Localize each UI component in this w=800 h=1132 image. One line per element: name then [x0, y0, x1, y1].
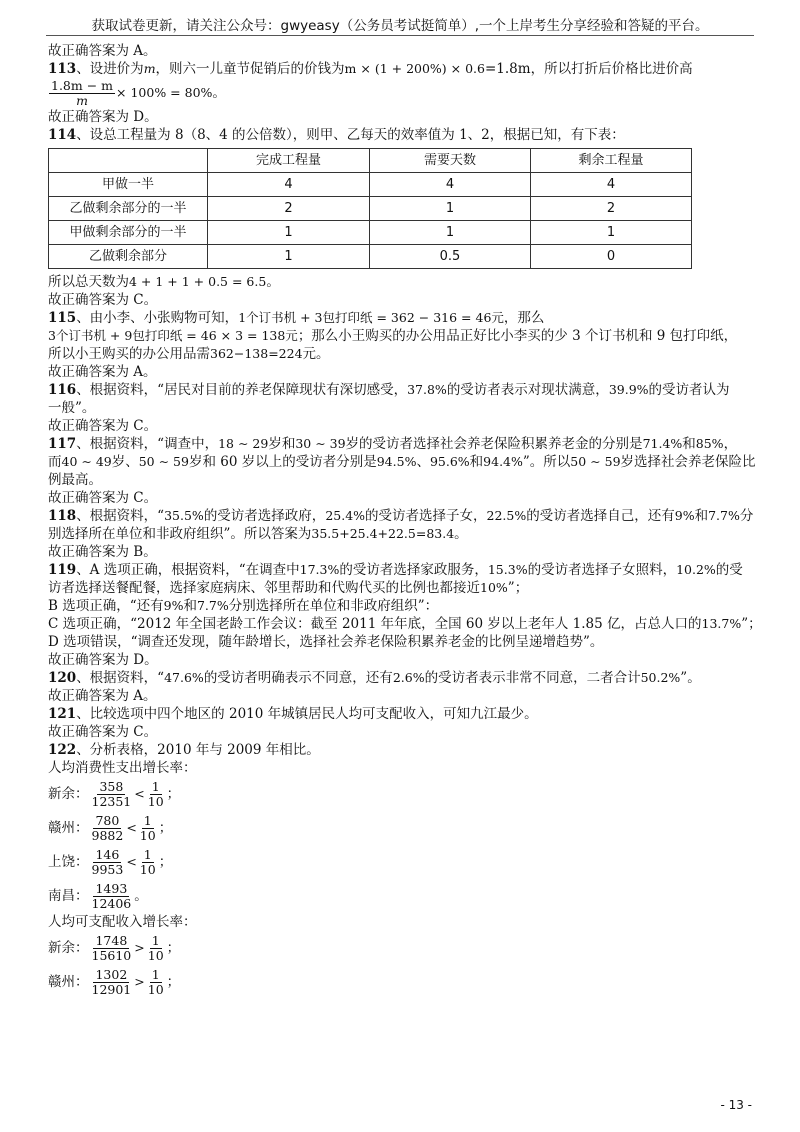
punctuation: ； — [158, 820, 173, 836]
text: 的受访者选择政府， — [203, 508, 326, 524]
table-cell: 4 — [531, 173, 692, 197]
text: 和 — [682, 436, 696, 452]
fraction — [146, 934, 166, 963]
text: 的受访者选择子女， — [365, 508, 487, 524]
denominator: 9953 — [91, 861, 124, 877]
comparison-operator: < — [134, 786, 145, 801]
math: 50.2% — [640, 670, 681, 685]
table-header-cell: 剩余工程量 — [531, 149, 692, 173]
math: 22.5% — [486, 508, 527, 523]
consumption-row-ganzhou — [48, 811, 760, 845]
math: 47.6% — [164, 670, 204, 685]
math: 15.3% — [487, 562, 528, 577]
denominator: 10 — [147, 947, 164, 963]
denominator: 9882 — [91, 827, 124, 843]
text: 分别选择所在单位和非政府组织”： — [228, 598, 439, 614]
question-119-line5: D 选项错误，“调查还发现，随年龄增长，选择社会养老保险积累养老金的比例呈递增趋势”。 — [48, 634, 604, 650]
text: 、根据资料，“居民对目前的养老保障现状有深切感受， — [76, 382, 408, 398]
text: C 选项正确，“2012 年全国老龄工作会议：截至 2011 年年底，全国 60 岁以上老年人 1.85 亿，占总人口的 — [48, 616, 702, 632]
city-label: 赣州： — [48, 974, 89, 990]
table-cell: 甲做剩余部分的一半 — [49, 221, 208, 245]
city-label: 新余： — [48, 786, 89, 802]
table-cell: 2 — [531, 197, 692, 221]
text: 岁和 60 岁以上的受访者分别是 — [188, 454, 377, 470]
denominator: 12901 — [91, 981, 132, 997]
comparison-operator: < — [126, 854, 137, 869]
punctuation: ； — [166, 974, 181, 990]
numerator: 358 — [99, 778, 124, 794]
table-header-cell: 需要天数 — [370, 149, 531, 173]
math: 2.6% — [392, 670, 425, 685]
question-number: 122 — [48, 742, 77, 758]
math: 17.3% — [299, 562, 340, 577]
answer-line: 故正确答案为 C。 — [48, 724, 158, 740]
text: 的受访者明确表示不同意，还有 — [203, 670, 393, 686]
math: 13.7% — [701, 616, 742, 631]
text: 岁、 — [111, 454, 139, 470]
city-label: 南昌： — [48, 888, 89, 904]
work-table — [48, 148, 692, 269]
fraction — [138, 848, 158, 877]
table-row — [49, 173, 692, 197]
numerator: 1.8m − m — [51, 77, 114, 93]
question-119 — [48, 561, 760, 579]
math: 35.5% — [164, 508, 204, 523]
answer-line: 故正确答案为 C。 — [48, 418, 158, 434]
text: ；那么小王购买的办公用品正好比小李买的少 3 个订书机和 9 包打印纸， — [297, 328, 738, 344]
text: 的受访者表示对现状满意， — [446, 382, 609, 398]
text: ，那么 — [503, 310, 545, 326]
table-cell: 4 — [208, 173, 370, 197]
text: 的受访者选择子女照料， — [527, 562, 677, 578]
question-119-line3 — [48, 597, 760, 615]
question-118-line2 — [48, 525, 760, 543]
denominator: 10 — [139, 861, 156, 877]
numerator: 1 — [151, 932, 160, 948]
math: 1个订书机 + 3包打印纸 = 362 − 316 = 46元 — [238, 310, 504, 325]
comparison-operator: > — [134, 940, 145, 955]
question-114 — [48, 126, 760, 144]
city-label: 上饶： — [48, 854, 89, 870]
question-number: 116 — [48, 382, 77, 398]
text: 的受 — [715, 562, 743, 578]
table-cell: 1 — [208, 245, 370, 269]
text: 、根据资料，“调查中， — [76, 436, 219, 452]
answer-line: 故正确答案为 D。 — [48, 652, 158, 668]
question-number: 114 — [48, 127, 77, 143]
text: ，则六一儿童节促销后的价钱为 — [155, 61, 345, 77]
math: 18 ∼ 29 — [218, 436, 269, 451]
text: 的受访者表示非常不同意，二者合计 — [424, 670, 641, 686]
punctuation: ； — [166, 940, 181, 956]
income-row-ganzhou — [48, 965, 760, 999]
table-cell: 乙做剩余部分的一半 — [49, 197, 208, 221]
question-number: 120 — [48, 670, 77, 686]
math: 71.4% — [642, 436, 683, 451]
text: 、根据资料，“ — [76, 670, 165, 686]
city-label: 新余： — [48, 940, 89, 956]
text: 所以小王购买的办公用品需 — [48, 346, 210, 362]
income-label: 人均可支配收入增长率： — [48, 914, 197, 930]
question-117-line2 — [48, 453, 760, 471]
question-number: 121 — [48, 706, 77, 722]
question-113 — [48, 60, 760, 78]
denominator: 12351 — [91, 793, 132, 809]
question-116-line2: 一般”。 — [48, 400, 96, 416]
page-number: - 13 - — [720, 1098, 752, 1112]
question-117 — [48, 435, 760, 453]
denominator: 10 — [139, 827, 156, 843]
text: 、分析表格，2010 年与 2009 年相比。 — [76, 742, 320, 758]
answer-line: 故正确答案为 A。 — [48, 688, 157, 704]
numerator: 1748 — [95, 932, 128, 948]
numerator: 1302 — [95, 966, 128, 982]
text: 、比较选项中四个地区的 2010 年城镇居民人均可支配收入，可知九江最少。 — [76, 706, 538, 722]
question-119-line2 — [48, 579, 760, 597]
question-119-line4 — [48, 615, 760, 633]
sum-line — [48, 273, 760, 291]
income-row-xinyu — [48, 931, 760, 965]
math: 10.2% — [676, 562, 716, 577]
text: 和 — [694, 508, 709, 524]
question-120 — [48, 669, 760, 687]
text: 、A 选项正确，根据资料，“在调查中 — [76, 562, 300, 578]
text: 和 — [183, 598, 197, 614]
question-122 — [48, 741, 760, 759]
fraction — [90, 934, 134, 963]
math: 50 ∼ 59 — [138, 454, 189, 469]
text: 岁的受访者选择社会养老保险积累养老金的分别是 — [345, 436, 643, 452]
question-115-line2 — [48, 327, 760, 345]
math: 25.4% — [325, 508, 366, 523]
comparison-operator: < — [126, 820, 137, 835]
denominator: 15610 — [91, 947, 132, 963]
text: 的受访者认为 — [648, 382, 730, 398]
text: ”； — [741, 616, 762, 632]
answer-line: 故正确答案为 B。 — [48, 544, 157, 560]
text: 岁选择社会养老保险比 — [620, 454, 756, 470]
fraction — [146, 968, 166, 997]
punctuation: 。 — [134, 888, 148, 904]
table-cell: 0 — [531, 245, 692, 269]
document-body — [48, 42, 760, 999]
header-notice: 获取试卷更新，请关注公众号：gwyeasy（公务员考试挺简单）,一个上岸考生分享经验和答疑的平台。 — [91, 18, 709, 34]
question-number: 118 — [48, 508, 77, 524]
question-116 — [48, 381, 760, 399]
math: 10% — [480, 580, 508, 595]
math: 94.4% — [483, 454, 523, 469]
text: B 选项正确，“还有 — [48, 598, 164, 614]
text: 别选择所在单位和非政府组织”。所以答案为 — [48, 526, 312, 542]
table-cell: 1 — [370, 197, 531, 221]
answer-line: 故正确答案为 D。 — [48, 109, 158, 125]
denominator: 12406 — [91, 895, 132, 911]
math: 35.5+25.4+22.5=83.4 — [311, 526, 455, 541]
text: 岁和 — [268, 436, 296, 452]
math: 50 ∼ 59 — [570, 454, 621, 469]
table-cell: 1 — [208, 221, 370, 245]
text: 分 — [739, 508, 754, 524]
table-cell: 1 — [531, 221, 692, 245]
text: 、 — [416, 454, 430, 470]
math: 7.7% — [708, 508, 740, 523]
comparison-operator: > — [134, 974, 145, 989]
math: 362−138=224 — [210, 346, 303, 361]
consumption-row-nanchang — [48, 879, 760, 913]
text: =1.8m，所以打折后价格比进价高 — [484, 61, 693, 77]
numerator: 780 — [95, 812, 120, 828]
answer-line: 故正确答案为 A。 — [48, 364, 157, 380]
fraction — [90, 848, 126, 877]
text: 元。 — [302, 346, 330, 362]
fraction — [146, 780, 166, 809]
numerator: 1 — [143, 812, 152, 828]
text: ”； — [507, 580, 529, 596]
text: 的受访者选择家政服务， — [339, 562, 488, 578]
math: 9% — [674, 508, 695, 523]
header-divider — [46, 35, 754, 36]
math: 40 ∼ 49 — [61, 454, 112, 469]
table-cell: 4 — [370, 173, 531, 197]
question-117-line3: 例最高。 — [48, 472, 102, 488]
punctuation: ； — [166, 786, 181, 802]
answer-line: 故正确答案为 A。 — [48, 43, 157, 59]
math: 95.6% — [429, 454, 470, 469]
fraction — [90, 968, 134, 997]
text: 、根据资料，“ — [76, 508, 165, 524]
question-number: 117 — [48, 436, 77, 452]
consumption-label: 人均消费性支出增长率： — [48, 760, 197, 776]
denominator: 10 — [147, 793, 164, 809]
text: ”。所以 — [522, 454, 571, 470]
table-header-row — [49, 149, 692, 173]
text: 所以总天数为 — [48, 274, 129, 290]
math: 3个订书机 + 9包打印纸 = 46 × 3 = 138元 — [48, 328, 298, 343]
table-cell: 甲做一半 — [49, 173, 208, 197]
table-row — [49, 197, 692, 221]
math: m × (1 + 200%) × 0.6 — [344, 61, 485, 76]
text: 访者选择送餐配餐，选择家庭病床、邻里帮助和代购代买的比例也都接近 — [48, 580, 480, 596]
question-118 — [48, 507, 760, 525]
consumption-row-xinyu — [48, 777, 760, 811]
question-113-fraction — [48, 78, 760, 108]
denominator: 10 — [147, 981, 164, 997]
question-number: 115 — [48, 310, 77, 326]
numerator: 1 — [151, 966, 160, 982]
text: 、由小李、小张购物可知， — [76, 310, 239, 326]
text: 而 — [48, 454, 62, 470]
math: 37.8% — [407, 382, 447, 397]
numerator: 146 — [95, 846, 120, 862]
fraction — [138, 814, 158, 843]
question-115 — [48, 309, 760, 327]
fraction — [49, 79, 115, 108]
math: m — [143, 61, 156, 76]
text: 、设总工程量为 8（8、4 的公倍数），则甲、乙每天的效率值为 1、2，根据已知，有下表： — [76, 127, 625, 143]
table-cell: 乙做剩余部分 — [49, 245, 208, 269]
math: 85% — [695, 436, 724, 451]
table-cell: 0.5 — [370, 245, 531, 269]
question-number: 113 — [48, 61, 77, 77]
consumption-row-shangrao — [48, 845, 760, 879]
math: 94.5% — [376, 454, 417, 469]
text: 的受访者选择自己，还有 — [526, 508, 675, 524]
answer-line: 故正确答案为 C。 — [48, 490, 158, 506]
text: ”。 — [680, 670, 701, 686]
numerator: 1 — [143, 846, 152, 862]
math: 4 + 1 + 1 + 0.5 = 6.5 — [129, 274, 267, 289]
punctuation: ； — [158, 854, 173, 870]
question-115-line3 — [48, 345, 760, 363]
table-header-cell — [49, 149, 208, 173]
math: 30 ∼ 39 — [295, 436, 346, 451]
table-row — [49, 221, 692, 245]
math: × 100% = 80% — [116, 85, 213, 100]
question-number: 119 — [48, 562, 77, 578]
fraction — [90, 882, 134, 911]
numerator: 1493 — [95, 880, 128, 896]
text: 、设进价为 — [76, 61, 144, 77]
table-row — [49, 245, 692, 269]
city-label: 赣州： — [48, 820, 89, 836]
table-cell: 2 — [208, 197, 370, 221]
text: 。 — [454, 526, 468, 542]
text: 。 — [266, 274, 280, 290]
question-121 — [48, 705, 760, 723]
table-cell: 1 — [370, 221, 531, 245]
answer-line: 故正确答案为 C。 — [48, 292, 158, 308]
math: 39.9% — [608, 382, 649, 397]
page-header — [0, 0, 800, 38]
denominator: m — [76, 92, 88, 108]
text: ， — [723, 436, 738, 452]
table-header-cell: 完成工程量 — [208, 149, 370, 173]
math: 7.7% — [196, 598, 229, 613]
math: 9% — [163, 598, 184, 613]
fraction — [90, 780, 134, 809]
text: 。 — [212, 85, 226, 101]
numerator: 1 — [151, 778, 160, 794]
text: 和 — [469, 454, 484, 470]
fraction — [90, 814, 126, 843]
